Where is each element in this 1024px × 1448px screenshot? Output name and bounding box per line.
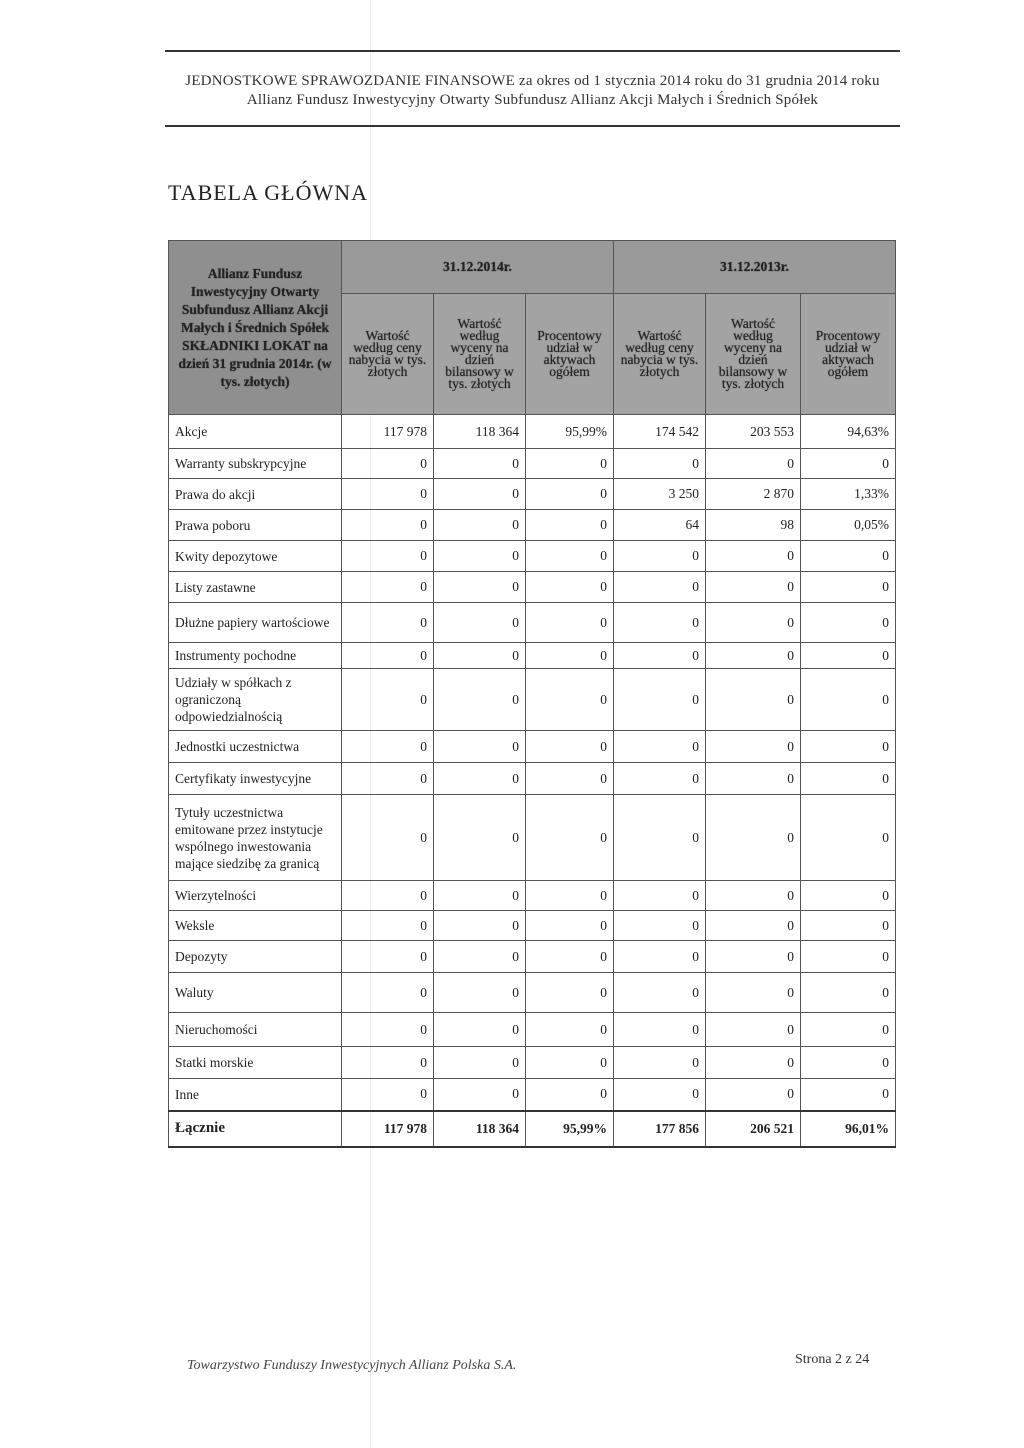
value-cell: 64 — [614, 510, 706, 541]
total-row — [169, 1111, 896, 1147]
row-label: Tytuły uczestnictwa emitowane przez instytucje wspólnego inwestowania mające siedzibę za granicą — [169, 795, 342, 881]
value-cell: 0 — [801, 763, 896, 795]
value-cell: 0 — [801, 1047, 896, 1079]
subheader-share-2013: Procentowy udział w aktywach ogółem — [801, 294, 896, 415]
value-cell: 96,01% — [801, 1111, 896, 1147]
table-row — [169, 603, 896, 643]
value-cell: 0 — [801, 1013, 896, 1047]
table-row — [169, 1013, 896, 1047]
value-cell: 0 — [526, 479, 614, 510]
value-cell: 0 — [342, 449, 434, 479]
value-cell: 0 — [342, 973, 434, 1013]
value-cell: 0 — [342, 731, 434, 763]
value-cell: 0 — [342, 881, 434, 911]
value-cell: 0 — [706, 763, 801, 795]
value-cell: 0 — [614, 763, 706, 795]
value-cell: 0 — [706, 941, 801, 973]
value-cell: 0 — [434, 479, 526, 510]
row-label: Weksle — [169, 911, 342, 941]
value-cell: 0 — [801, 911, 896, 941]
value-cell: 0 — [434, 941, 526, 973]
value-cell: 95,99% — [526, 1111, 614, 1147]
value-cell: 0 — [801, 603, 896, 643]
value-cell: 0 — [526, 603, 614, 643]
header-top-rule — [165, 50, 900, 52]
table-row — [169, 731, 896, 763]
footer-company: Towarzystwo Funduszy Inwestycyjnych Allianz Polska S.A. — [187, 1358, 517, 1373]
value-cell: 0 — [342, 1079, 434, 1111]
value-cell: 0 — [614, 669, 706, 731]
value-cell: 0 — [434, 603, 526, 643]
header-bottom-rule — [165, 125, 900, 127]
value-cell: 0 — [342, 643, 434, 669]
table-row — [169, 795, 896, 881]
period-2013-header: 31.12.2013r. — [614, 241, 896, 294]
value-cell: 0 — [526, 973, 614, 1013]
subheader-cost-2014: Wartość według ceny nabycia w tys. złotych — [342, 294, 434, 415]
value-cell: 0 — [526, 669, 614, 731]
value-cell: 117 978 — [342, 415, 434, 449]
subheader-valuation-2014: Wartość według wyceny na dzień bilansowy w tys. złotych — [434, 294, 526, 415]
value-cell: 0 — [526, 763, 614, 795]
value-cell: 0 — [706, 731, 801, 763]
value-cell: 0 — [342, 479, 434, 510]
value-cell: 0 — [801, 449, 896, 479]
table-row — [169, 1047, 896, 1079]
corner-header: Allianz Fundusz Inwestycyjny Otwarty Subfundusz Allianz Akcji Małych i Średnich Spółek SKŁADNIKI LOKAT na dzień 31 grudnia 2014r. (w tys. złotych) — [169, 241, 342, 415]
table-row — [169, 479, 896, 510]
value-cell: 0,05% — [801, 510, 896, 541]
row-label: Waluty — [169, 973, 342, 1013]
value-cell: 0 — [706, 881, 801, 911]
value-cell: 95,99% — [526, 415, 614, 449]
value-cell: 0 — [342, 541, 434, 572]
report-title: JEDNOSTKOWE SPRAWOZDANIE FINANSOWE za okres od 1 stycznia 2014 roku do 31 grudnia 2014 roku — [185, 73, 880, 89]
value-cell: 0 — [526, 510, 614, 541]
table-row — [169, 643, 896, 669]
value-cell: 0 — [526, 941, 614, 973]
value-cell: 0 — [434, 763, 526, 795]
row-label: Prawa do akcji — [169, 479, 342, 510]
value-cell: 0 — [526, 1013, 614, 1047]
table-body — [169, 415, 896, 1147]
row-label: Depozyty — [169, 941, 342, 973]
value-cell: 0 — [526, 643, 614, 669]
value-cell: 0 — [614, 643, 706, 669]
subheader-share-2014: Procentowy udział w aktywach ogółem — [526, 294, 614, 415]
value-cell: 0 — [801, 669, 896, 731]
value-cell: 0 — [706, 973, 801, 1013]
table-row — [169, 1079, 896, 1111]
row-label: Akcje — [169, 415, 342, 449]
value-cell: 0 — [526, 795, 614, 881]
value-cell: 1,33% — [801, 479, 896, 510]
value-cell: 0 — [342, 603, 434, 643]
value-cell: 0 — [801, 795, 896, 881]
row-label: Inne — [169, 1079, 342, 1111]
value-cell: 0 — [434, 1047, 526, 1079]
table-row — [169, 941, 896, 973]
value-cell: 0 — [706, 1013, 801, 1047]
table-row — [169, 572, 896, 603]
row-label: Statki morskie — [169, 1047, 342, 1079]
value-cell: 0 — [526, 572, 614, 603]
value-cell: 0 — [706, 603, 801, 643]
section-title: TABELA GŁÓWNA — [168, 180, 369, 205]
fund-name: Allianz Fundusz Inwestycyjny Otwarty Subfundusz Allianz Akcji Małych i Średnich Spółek — [246, 92, 819, 108]
table-row — [169, 763, 896, 795]
holdings-table — [168, 240, 896, 1148]
value-cell: 0 — [434, 973, 526, 1013]
value-cell: 94,63% — [801, 415, 896, 449]
table-row — [169, 669, 896, 731]
value-cell: 0 — [614, 541, 706, 572]
value-cell: 98 — [706, 510, 801, 541]
value-cell: 0 — [614, 941, 706, 973]
value-cell: 0 — [614, 1079, 706, 1111]
value-cell: 0 — [706, 643, 801, 669]
value-cell: 0 — [706, 1047, 801, 1079]
table-row — [169, 881, 896, 911]
page-number: Strona 2 z 24 — [795, 1352, 870, 1367]
value-cell: 0 — [614, 572, 706, 603]
value-cell: 2 870 — [706, 479, 801, 510]
row-label: Listy zastawne — [169, 572, 342, 603]
value-cell: 0 — [342, 1013, 434, 1047]
table-row — [169, 415, 896, 449]
value-cell: 0 — [614, 1047, 706, 1079]
value-cell: 0 — [801, 541, 896, 572]
value-cell: 206 521 — [706, 1111, 801, 1147]
value-cell: 0 — [526, 911, 614, 941]
value-cell: 0 — [434, 541, 526, 572]
value-cell: 3 250 — [614, 479, 706, 510]
value-cell: 0 — [434, 643, 526, 669]
period-2014-header: 31.12.2014r. — [342, 241, 614, 294]
value-cell: 0 — [801, 643, 896, 669]
row-label: Udziały w spółkach z ograniczoną odpowiedzialnością — [169, 669, 342, 731]
value-cell: 0 — [614, 795, 706, 881]
value-cell: 0 — [526, 541, 614, 572]
value-cell: 174 542 — [614, 415, 706, 449]
row-label: Jednostki uczestnictwa — [169, 731, 342, 763]
value-cell: 0 — [706, 572, 801, 603]
value-cell: 0 — [342, 911, 434, 941]
value-cell: 0 — [526, 1047, 614, 1079]
value-cell: 0 — [342, 941, 434, 973]
value-cell: 0 — [434, 911, 526, 941]
value-cell: 0 — [526, 881, 614, 911]
value-cell: 0 — [342, 795, 434, 881]
value-cell: 0 — [614, 911, 706, 941]
row-label: Dłużne papiery wartościowe — [169, 603, 342, 643]
table-row — [169, 911, 896, 941]
value-cell: 0 — [434, 1013, 526, 1047]
value-cell: 0 — [801, 731, 896, 763]
value-cell: 0 — [706, 795, 801, 881]
value-cell: 0 — [526, 449, 614, 479]
value-cell: 177 856 — [614, 1111, 706, 1147]
value-cell: 0 — [801, 973, 896, 1013]
value-cell: 0 — [342, 1047, 434, 1079]
value-cell: 0 — [614, 603, 706, 643]
row-label: Kwity depozytowe — [169, 541, 342, 572]
table-row — [169, 973, 896, 1013]
table-row — [169, 510, 896, 541]
value-cell: 0 — [342, 763, 434, 795]
value-cell: 0 — [706, 449, 801, 479]
value-cell: 0 — [434, 449, 526, 479]
value-cell: 118 364 — [434, 415, 526, 449]
table-row — [169, 541, 896, 572]
value-cell: 0 — [614, 1013, 706, 1047]
value-cell: 0 — [526, 731, 614, 763]
value-cell: 0 — [614, 449, 706, 479]
value-cell: 0 — [801, 881, 896, 911]
value-cell: 118 364 — [434, 1111, 526, 1147]
value-cell: 0 — [434, 1079, 526, 1111]
total-label: Łącznie — [169, 1111, 342, 1147]
value-cell: 0 — [706, 1079, 801, 1111]
value-cell: 0 — [434, 510, 526, 541]
value-cell: 0 — [614, 731, 706, 763]
row-label: Nieruchomości — [169, 1013, 342, 1047]
row-label: Warranty subskrypcyjne — [169, 449, 342, 479]
row-label: Wierzytelności — [169, 881, 342, 911]
value-cell: 0 — [342, 572, 434, 603]
value-cell: 117 978 — [342, 1111, 434, 1147]
subheader-cost-2013: Wartość według ceny nabycia w tys. złotych — [614, 294, 706, 415]
value-cell: 0 — [706, 669, 801, 731]
row-label: Instrumenty pochodne — [169, 643, 342, 669]
value-cell: 0 — [342, 669, 434, 731]
value-cell: 0 — [706, 541, 801, 572]
value-cell: 0 — [801, 1079, 896, 1111]
value-cell: 0 — [706, 911, 801, 941]
value-cell: 0 — [434, 731, 526, 763]
value-cell: 0 — [614, 881, 706, 911]
value-cell: 0 — [342, 510, 434, 541]
value-cell: 0 — [801, 572, 896, 603]
value-cell: 0 — [434, 881, 526, 911]
value-cell: 0 — [434, 669, 526, 731]
subheader-valuation-2013: Wartość według wyceny na dzień bilansowy w tys. złotych — [706, 294, 801, 415]
value-cell: 0 — [526, 1079, 614, 1111]
value-cell: 0 — [801, 941, 896, 973]
table-row — [169, 449, 896, 479]
value-cell: 203 553 — [706, 415, 801, 449]
value-cell: 0 — [614, 973, 706, 1013]
row-label: Certyfikaty inwestycyjne — [169, 763, 342, 795]
value-cell: 0 — [434, 572, 526, 603]
row-label: Prawa poboru — [169, 510, 342, 541]
value-cell: 0 — [434, 795, 526, 881]
